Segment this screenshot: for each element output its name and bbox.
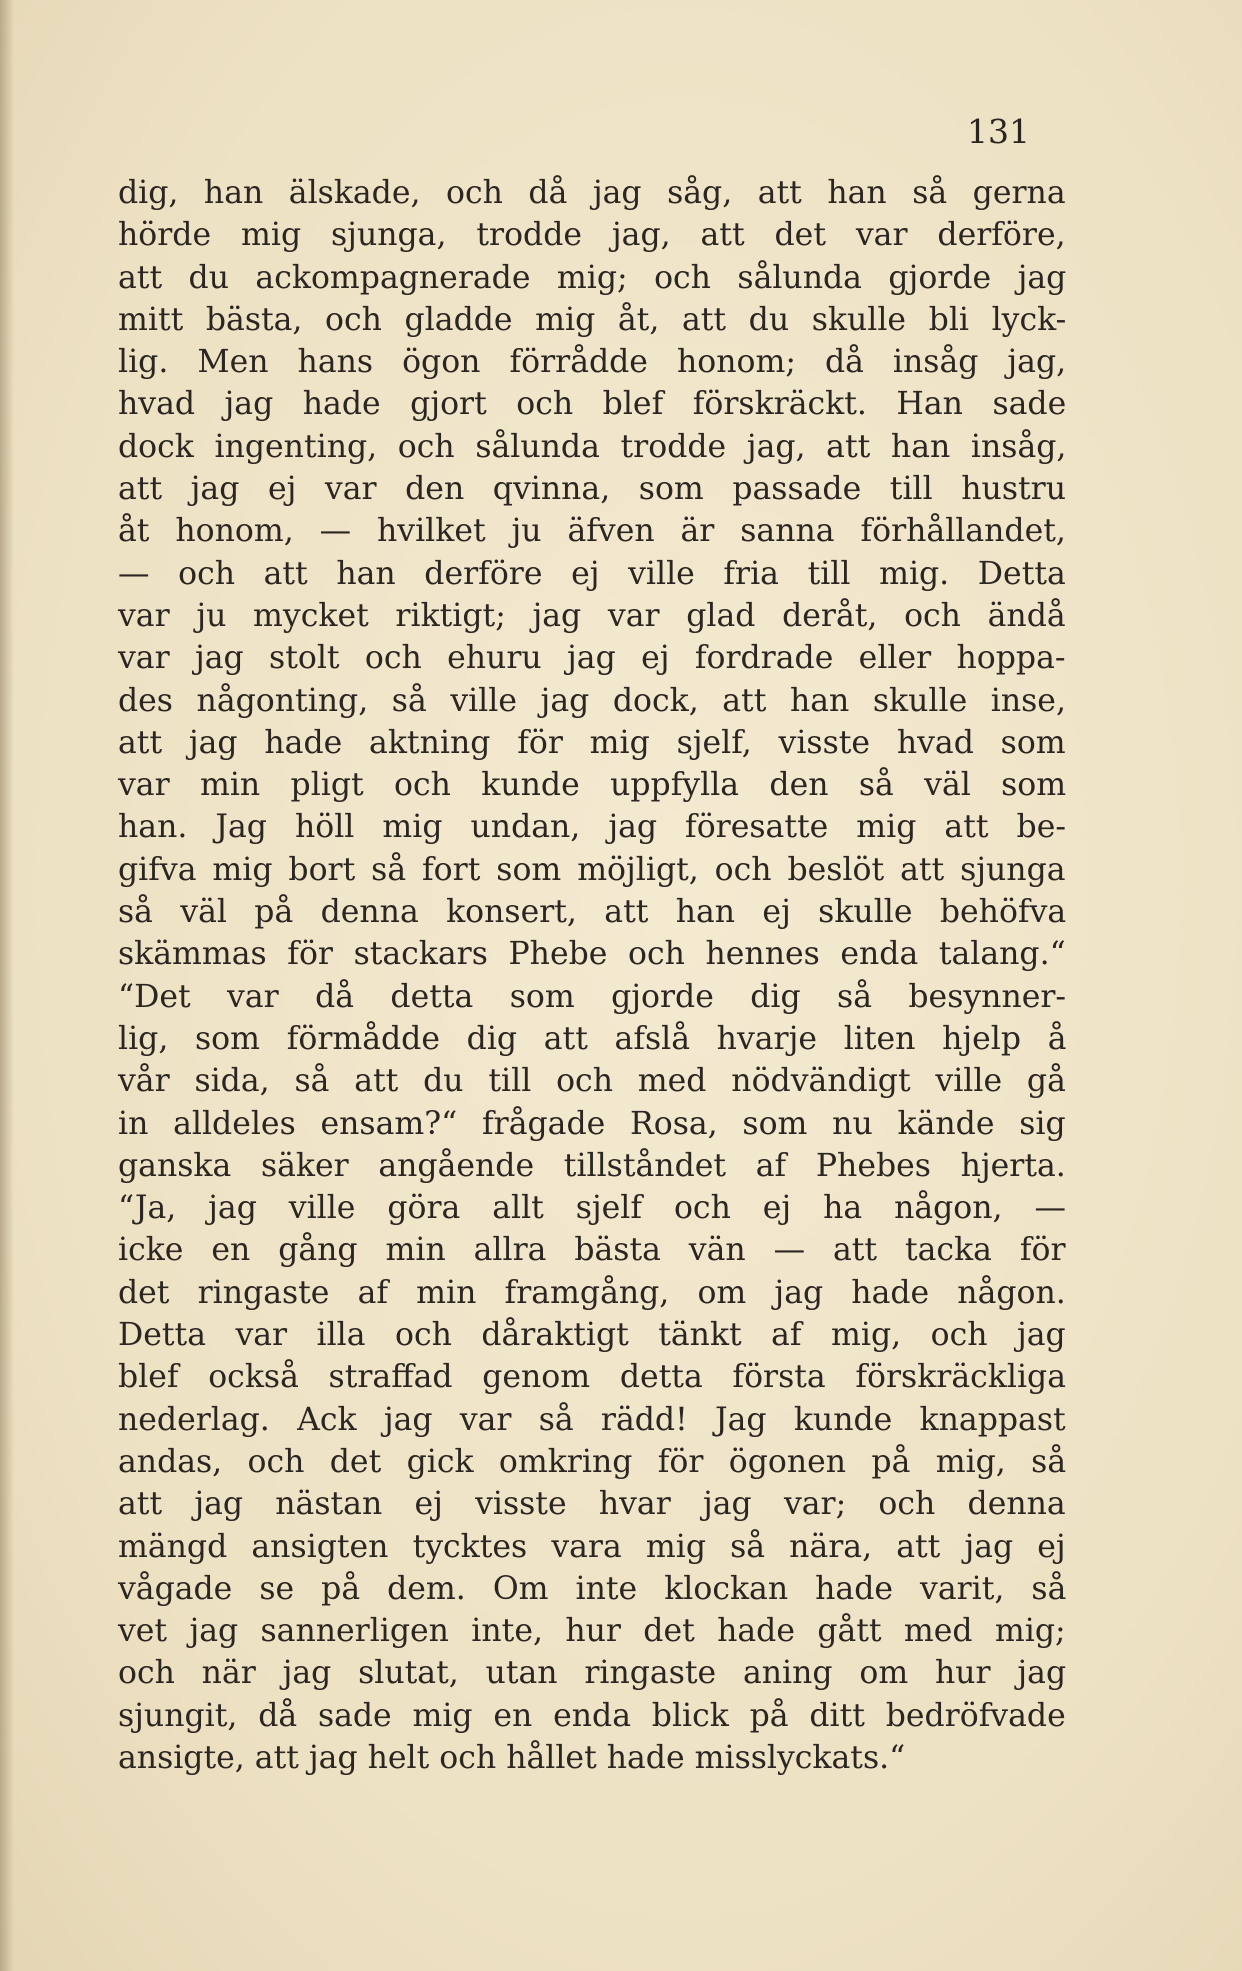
text-line: vår sida, så att du till och med nödvändigt ville gå bbox=[118, 1063, 1066, 1100]
text-line: mitt bästa, och gladde mig åt, att du skulle bli lyck- bbox=[118, 301, 1067, 338]
text-line: mängd ansigten tycktes vara mig så nära, att jag ej bbox=[118, 1528, 1066, 1565]
text-line: icke en gång min allra bästa vän — att tacka för bbox=[118, 1232, 1066, 1269]
text-line: det ringaste af min framgång, om jag hade någon. bbox=[118, 1274, 1066, 1311]
text-line: lig. Men hans ögon förrådde honom; då insåg jag, bbox=[118, 344, 1067, 381]
text-line: var jag stolt och ehuru jag ej fordrade eller hoppa- bbox=[118, 640, 1066, 677]
text-line: Detta var illa och dåraktigt tänkt af mig, och jag bbox=[118, 1317, 1066, 1354]
text-line: ansigte, att jag helt och hållet hade misslyckats.“ bbox=[118, 1739, 906, 1776]
text-line: nederlag. Ack jag var så rädd! Jag kunde knappast bbox=[118, 1401, 1066, 1438]
page-number: 131 bbox=[967, 112, 1030, 151]
text-line: och när jag slutat, utan ringaste aning om hur jag bbox=[118, 1655, 1067, 1692]
text-line: ganska säker angående tillståndet af Phebes hjerta. bbox=[118, 1147, 1066, 1184]
text-line: dock ingenting, och sålunda trodde jag, att han insåg, bbox=[118, 428, 1067, 465]
text-line: “Ja, jag ville göra allt sjelf och ej ha någon, — bbox=[118, 1190, 1066, 1227]
text-line: vågade se på dem. Om inte klockan hade varit, så bbox=[118, 1570, 1067, 1607]
text-line: åt honom, — hvilket ju äfven är sanna förhållandet, bbox=[118, 513, 1066, 550]
text-line: att du ackompagnerade mig; och sålunda gjorde jag bbox=[118, 259, 1067, 296]
text-line: att jag ej var den qvinna, som passade till hustru bbox=[118, 471, 1066, 508]
text-line: han. Jag höll mig undan, jag föresatte mig att be- bbox=[118, 809, 1066, 846]
text-line: — och att han derföre ej ville fria till mig. Detta bbox=[118, 555, 1066, 592]
text-line: hvad jag hade gjort och blef förskräckt. Han sade bbox=[118, 386, 1067, 423]
text-line: sjungit, då sade mig en enda blick på ditt bedröfvade bbox=[118, 1697, 1066, 1734]
binding-shadow bbox=[0, 0, 14, 1971]
text-line: lig, som förmådde dig att afslå hvarje liten hjelp å bbox=[118, 1020, 1067, 1057]
text-line: vet jag sannerligen inte, hur det hade gått med mig; bbox=[118, 1613, 1066, 1650]
text-line: skämmas för stackars Phebe och hennes enda talang.“ bbox=[118, 936, 1066, 973]
text-line: så väl på denna konsert, att han ej skulle behöfva bbox=[118, 894, 1067, 931]
body-text bbox=[118, 172, 1066, 1779]
text-line: des någonting, så ville jag dock, att han skulle inse, bbox=[118, 682, 1066, 719]
text-line: “Det var då detta som gjorde dig så besynner- bbox=[118, 978, 1067, 1015]
text-line: blef också straffad genom detta första förskräckliga bbox=[118, 1359, 1066, 1396]
text-line: var min pligt och kunde uppfylla den så väl som bbox=[118, 767, 1067, 804]
text-line: gifva mig bort så fort som möjligt, och beslöt att sjunga bbox=[118, 851, 1066, 888]
text-line: att jag nästan ej visste hvar jag var; och denna bbox=[118, 1486, 1066, 1523]
text-line: hörde mig sjunga, trodde jag, att det var derföre, bbox=[118, 217, 1066, 254]
text-line: att jag hade aktning för mig sjelf, visste hvad som bbox=[118, 724, 1066, 761]
text-line: in alldeles ensam?“ frågade Rosa, som nu kände sig bbox=[118, 1105, 1066, 1142]
text-line: var ju mycket riktigt; jag var glad deråt, och ändå bbox=[118, 597, 1066, 634]
text-line: dig, han älskade, och då jag såg, att han så gerna bbox=[118, 175, 1066, 211]
text-line: andas, och det gick omkring för ögonen på mig, så bbox=[118, 1443, 1067, 1480]
